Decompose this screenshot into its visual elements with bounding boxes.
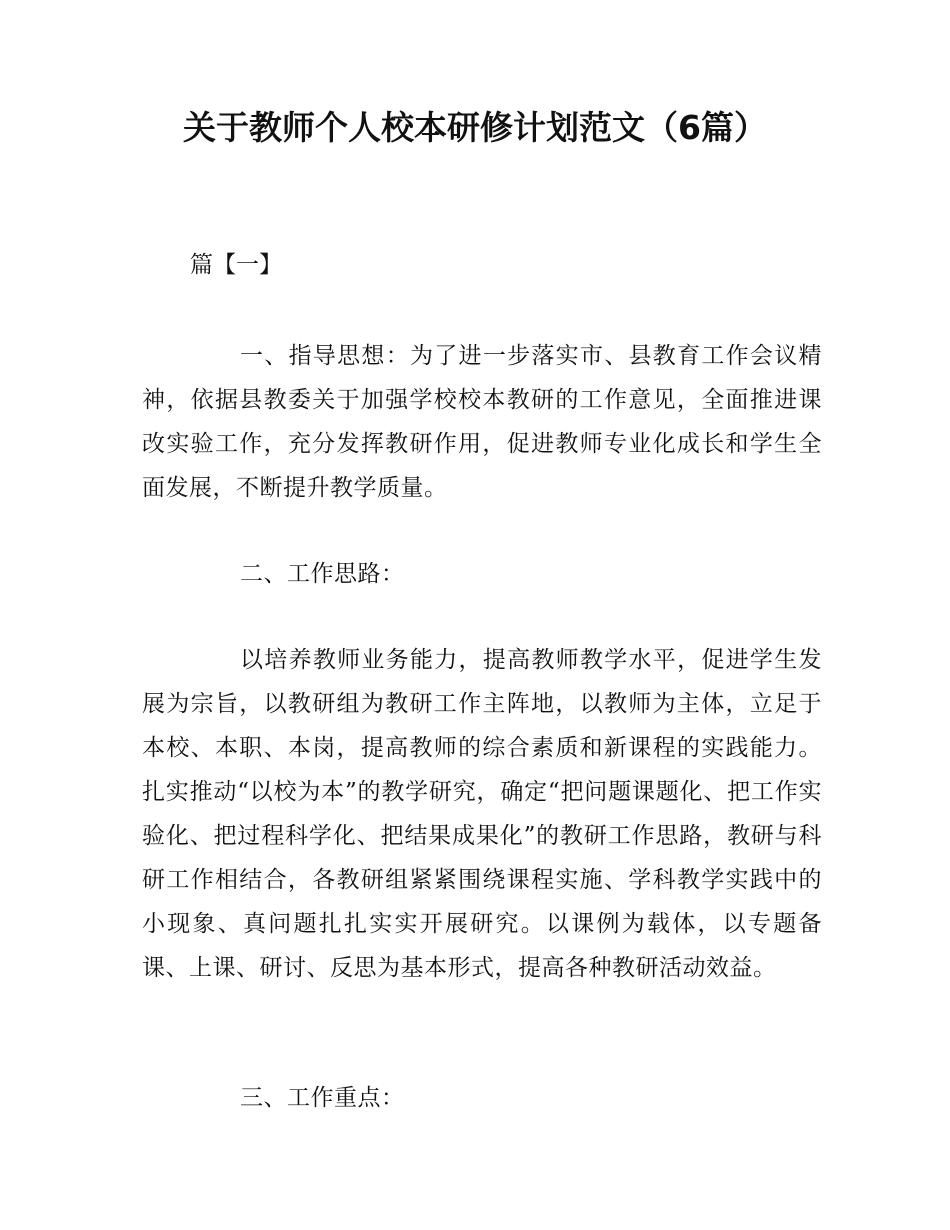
paragraph-work-approach: 以培养教师业务能力，提高教师教学水平，促进学生发展为宗旨，以教研组为教研工作主阵地，以教师为主体，立足于本校、本职、本岗，提高教师的综合素质和新课程的实践能力。扎实推动“以校为本”的教学研究，确定“把问题课题化、把工作实验化、把过程科学化、把结果成果化”的教研工作思路，教研与科研工作相结合，各教研组紧紧围绕课程实施、学科教学实践中的小现象、真问题扎扎实实开展研究。以课例为载体，以专题备课、上课、研讨、反思为基本形式，提高各种教研活动效益。 — [142, 647, 822, 981]
section-label: 篇【一】 — [190, 252, 282, 278]
heading-work-approach: 二、工作思路： — [240, 561, 405, 587]
heading-work-focus: 三、工作重点： — [240, 1085, 405, 1111]
document-title: 关于教师个人校本研修计划范文（6篇） — [183, 108, 767, 147]
paragraph-guiding-ideology: 一、指导思想：为了进一步落实市、县教育工作会议精神，依据县教委关于加强学校校本教研的工作意见，全面推进课改实验工作，充分发挥教研作用，促进教师专业化成长和学生全面发展，不断提升教学质量。 — [142, 343, 822, 501]
